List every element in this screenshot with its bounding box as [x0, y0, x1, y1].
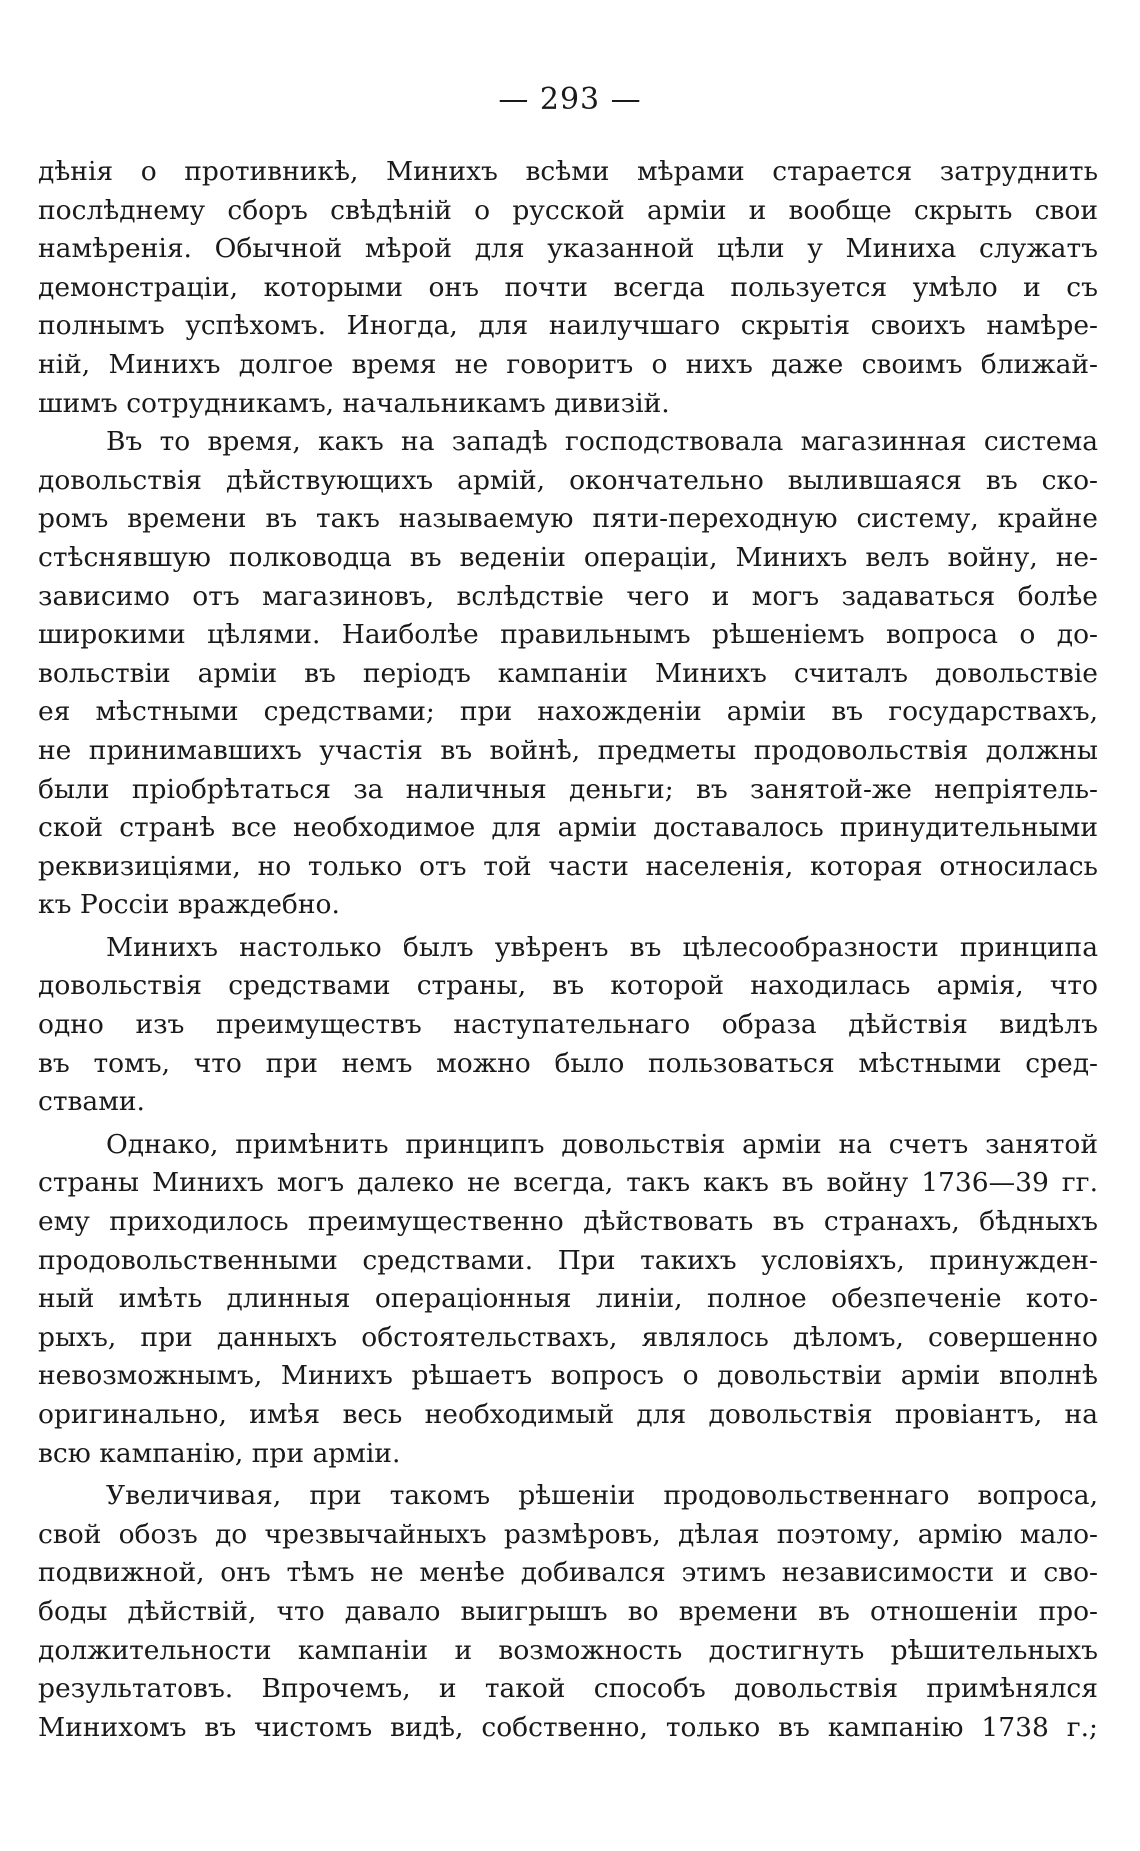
text-line: реквизиціями, но только отъ той части населенія, которая относилась — [38, 850, 1098, 882]
text-line: Въ то время, какъ на западѣ господствовала магазинная система — [106, 426, 1098, 458]
paragraph — [38, 929, 1098, 1122]
text-line: подвижной, онъ тѣмъ не менѣе добивался этимъ независимости и сво- — [38, 1557, 1098, 1589]
text-line: Однако, примѣнить принципъ довольствія арміи на счетъ занятой — [106, 1128, 1098, 1160]
paragraph — [38, 1126, 1098, 1473]
paragraph — [38, 1477, 1098, 1747]
text-line: зависимо отъ магазиновъ, вслѣдствіе чего и могъ задаваться болѣе — [38, 580, 1098, 612]
text-line: Минихомъ въ чистомъ видѣ, собственно, только въ кампанію 1738 г.; — [38, 1711, 1098, 1743]
text-line: одно изъ преимуществъ наступательнаго образа дѣйствія видѣлъ — [38, 1009, 1098, 1041]
text-line: вольствіи арміи въ періодъ кампаніи Минихъ считалъ довольствіе — [38, 657, 1098, 689]
text-line: ствами. — [38, 1086, 145, 1118]
text-line: не принимавшихъ участія въ войнѣ, предметы продовольствія должны — [38, 734, 1098, 766]
text-line: невозможнымъ, Минихъ рѣшаетъ вопросъ о довольствіи арміи вполнѣ — [38, 1360, 1098, 1392]
text-line: въ томъ, что при немъ можно было пользоваться мѣстными сред- — [38, 1047, 1098, 1079]
text-line: демонстраціи, которыми онъ почти всегда пользуется умѣло и съ — [38, 271, 1098, 303]
text-line: всю кампанію, при арміи. — [38, 1437, 401, 1469]
paragraph — [38, 153, 1098, 423]
text-line: продовольственными средствами. При такихъ условіяхъ, принужден- — [38, 1244, 1098, 1276]
text-line: довольствія средствами страны, въ которой находилась армія, что — [38, 970, 1098, 1002]
text-line: довольствія дѣйствующихъ армій, окончательно вылившаяся въ ско- — [38, 464, 1098, 496]
text-line: стѣснявшую полководца въ веденіи операціи, Минихъ велъ войну, не- — [38, 541, 1098, 573]
text-line: результатовъ. Впрочемъ, и такой способъ довольствія примѣнялся — [38, 1673, 1098, 1705]
text-line: послѣднему сборъ свѣдѣній о русской арміи и вообще скрыть свои — [38, 194, 1098, 226]
text-line: должительности кампаніи и возможность достигнуть рѣшительныхъ — [38, 1634, 1098, 1666]
text-line: ея мѣстными средствами; при нахожденіи арміи въ государствахъ, — [38, 696, 1098, 728]
text-line: шимъ сотрудникамъ, начальникамъ дивизій. — [38, 387, 670, 419]
page-number: — 293 — — [498, 82, 642, 117]
text-line: боды дѣйствій, что давало выигрышъ во времени въ отношеніи про- — [38, 1595, 1098, 1627]
text-line: дѣнія о противникѣ, Минихъ всѣми мѣрами старается затруднить — [38, 156, 1098, 187]
text-line: свой обозъ до чрезвычайныхъ размѣровъ, дѣлая поэтому, армію мало- — [38, 1518, 1098, 1550]
text-line: Минихъ настолько былъ увѣренъ въ цѣлесообразности принципа — [106, 931, 1098, 963]
text-line: рыхъ, при данныхъ обстоятельствахъ, являлось дѣломъ, совершенно — [38, 1321, 1098, 1353]
text-line: Увеличивая, при такомъ рѣшеніи продовольственнаго вопроса, — [106, 1480, 1098, 1512]
text-line: широкими цѣлями. Наиболѣе правильнымъ рѣшеніемъ вопроса о до- — [38, 619, 1098, 651]
text-line: ній, Минихъ долгое время не говоритъ о нихъ даже своимъ ближай- — [38, 348, 1098, 380]
body-text — [38, 153, 1098, 1747]
text-line: ный имѣть длинныя операціонныя линіи, полное обезпеченіе кото- — [38, 1283, 1098, 1315]
text-line: ромъ времени въ такъ называемую пяти-переходную систему, крайне — [38, 503, 1098, 535]
text-line: намѣренія. Обычной мѣрой для указанной цѣли у Миниха служатъ — [38, 233, 1098, 265]
text-line: оригинально, имѣя весь необходимый для довольствія провіантъ, на — [38, 1399, 1098, 1430]
text-line: ему приходилось преимущественно дѣйствовать въ странахъ, бѣдныхъ — [38, 1206, 1098, 1238]
text-line: полнымъ успѣхомъ. Иногда, для наилучшаго скрытія своихъ намѣре- — [38, 310, 1098, 342]
text-line: были пріобрѣтаться за наличныя деньги; въ занятой-же непріятель- — [38, 773, 1098, 805]
text-line: ской странѣ все необходимое для арміи доставалось принудительными — [38, 812, 1098, 844]
text-line: къ Россіи враждебно. — [38, 889, 340, 921]
paragraph — [38, 423, 1098, 925]
text-line: страны Минихъ могъ далеко не всегда, такъ какъ въ войну 1736—39 гг. — [38, 1167, 1098, 1199]
